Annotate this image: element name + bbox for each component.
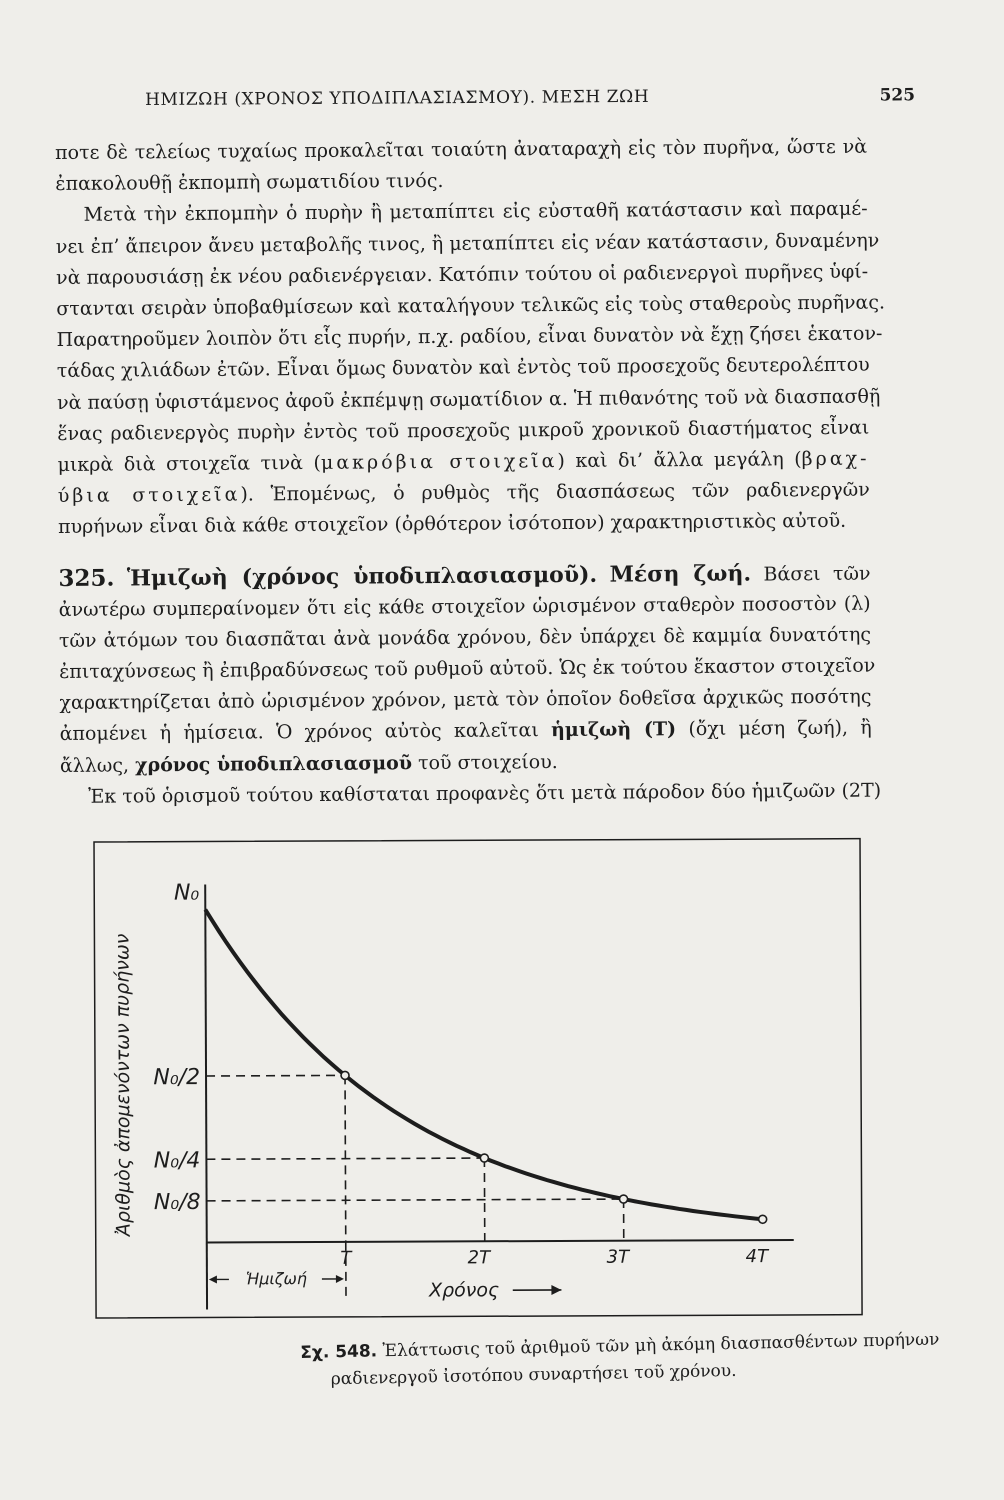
caption-text: Ἐλάττωσις τοῦ ἀριθμοῦ τῶν μὴ ἀκόμη διασπασθέντων πυρήνων: [382, 1329, 940, 1362]
text-run: ). Ἑπομένως, ὁ ρυθμὸς τῆς διασπάσεως τῶν ραδιενεργῶν: [240, 478, 870, 506]
half-life-annotation: Ἡμιζωή: [245, 1269, 308, 1289]
y-axis-label: Ἀριθμὸς ἀπομενόντων πυρήνων: [111, 933, 135, 1237]
x-axis: [207, 1240, 794, 1243]
section-title: Ἡμιζωὴ (χρόνος ὑποδιπλασιασμοῦ).: [126, 562, 598, 592]
x-tick-label: 2T: [467, 1247, 491, 1269]
text-line: Μετὰ τὴν ἐκπομπὴν ὁ πυρὴν ἢ μεταπίπτει εἰς εὐσταθῆ κατάστασιν καὶ παραμέ-: [83, 197, 868, 227]
text-line: στανται σειρὰν ὑποβαθμίσεων καὶ καταλήγουν τελικῶς εἰς τοὺς σταθεροὺς πυρῆνας.: [56, 291, 886, 320]
spaced-term: βραχ-: [801, 447, 870, 471]
text-line: Ἐκ τοῦ ὁρισμοῦ τούτου καθίσταται προφανὲς ὅτι μετὰ πάροδον δύο ἡμιζωῶν (2T): [88, 779, 882, 808]
page-number: 525: [879, 85, 916, 106]
text-line: ἕνας ραδιενεργὸς πυρὴν ἐντὸς τοῦ προσεχοῦς μικροῦ χρονικοῦ διαστήματος εἶναι: [57, 416, 870, 445]
term-halving-time: χρόνος ὑποδιπλασιασμοῦ: [134, 751, 413, 776]
y-tick-label: N₀/8: [153, 1189, 201, 1216]
text-run: Βάσει τῶν: [763, 563, 871, 586]
text-line: Παρατηροῦμεν λοιπὸν ὅτι εἷς πυρήν, π.χ. ραδίου, εἶναι δυνατὸν νὰ ἔχῃ ζήσει ἑκατον-: [56, 322, 883, 352]
running-head: [145, 85, 915, 116]
text-line: ἐπιταχύνσεως ἢ ἐπιβραδύνσεως τοῦ ρυθμοῦ αὐτοῦ. Ὡς ἐκ τούτου ἕκαστον στοιχεῖον: [59, 654, 876, 683]
text-run: (ὄχι μέση ζωή), ἢ: [688, 716, 872, 741]
data-point: [759, 1215, 767, 1223]
text-line: τῶν ἀτόμων του διασπᾶται ἀνὰ μονάδα χρόνου, δὲν ὑπάρχει δὲ καμμία δυνατότης: [58, 623, 872, 652]
text-line: ἀνωτέρω συμπεραίνομεν ὅτι εἰς κάθε στοιχεῖον ὡρισμένον σταθερὸν ποσοστὸν (λ): [58, 592, 871, 621]
body-text: [55, 132, 886, 813]
text-run: μικρὰ διὰ στοιχεῖα τινὰ (: [57, 451, 322, 476]
term-half-life: ἡμιζωὴ (T): [550, 718, 677, 742]
horizontal-guide: [207, 1199, 624, 1201]
interval-arrowhead-left: [209, 1275, 217, 1283]
decay-figure: [92, 837, 864, 1320]
text-line: πυρήνων εἶναι διὰ κάθε στοιχεῖον (ὀρθότερον ἰσότοπον) χαρακτηριστικὸς αὐτοῦ.: [57, 510, 847, 539]
text-line: νει ἐπ’ ἄπειρον ἄνευ μεταβολῆς τινος, ἢ μεταπίπτει εἰς νέαν κατάστασιν, δυναμένην: [55, 229, 880, 258]
y-tick-label: N₀/4: [153, 1148, 201, 1174]
text-line: ἐπακολουθῇ ἐκπομπὴ σωματιδίου τινός.: [55, 170, 444, 196]
text-run: τοῦ στοιχείου.: [417, 750, 558, 774]
y-axis: [205, 885, 207, 1310]
section-title-2: Μέση ζωή.: [609, 560, 752, 589]
text-line: [60, 713, 872, 751]
spaced-term: ύβια στοιχεῖα: [57, 483, 241, 508]
x-axis-arrowhead: [551, 1285, 561, 1295]
y-tick-label: N₀: [173, 880, 200, 906]
y-tick-label: N₀/2: [153, 1065, 201, 1091]
text-line: νὰ παύσῃ ὑφιστάμενος ἀφοῦ ἐκπέμψῃ σωματίδιον α. Ἡ πιθανότης τοῦ νὰ διασπασθῇ: [56, 385, 881, 414]
running-title: ΗΜΙΖΩΗ (ΧΡΟΝΟΣ ΥΠΟΔΙΠΛΑΣΙΑΣΜΟΥ). ΜΕΣΗ ΖΩΗ: [145, 86, 650, 110]
horizontal-guide: [206, 1158, 484, 1159]
data-point: [341, 1071, 349, 1079]
text-run: ) καὶ δι’ ἄλλα μεγάλη (: [557, 448, 802, 472]
text-line: τάδας χιλιάδων ἐτῶν. Εἶναι ὅμως δυνατὸν καὶ ἐντὸς τοῦ προσεχοῦς δευτερολέπτου: [56, 353, 870, 383]
figure-caption: [300, 1328, 940, 1394]
figure-number: Σχ. 548.: [300, 1341, 378, 1363]
text-line: χαρακτηρίζεται ἀπὸ ὡρισμένον χρόνον, μετὰ τὸν ὁποῖον δοθεῖσα ἀρχικῶς ποσότης: [59, 685, 872, 715]
section-number: 325.: [58, 564, 115, 593]
interval-arrowhead-right: [336, 1275, 344, 1283]
horizontal-guide: [206, 1075, 345, 1076]
spaced-term: μακρόβια στοιχεῖα: [320, 449, 558, 474]
decay-chart: [92, 837, 864, 1320]
text-run: ἄλλως,: [59, 754, 130, 777]
x-tick-label: T: [340, 1247, 352, 1269]
x-axis-label: Χρόνος: [429, 1279, 500, 1302]
x-tick-label: 3T: [606, 1246, 630, 1268]
data-point: [480, 1154, 488, 1162]
text-line: ποτε δὲ τελείως τυχαίως προκαλεῖται τοιαύτη ἀναταραχὴ εἰς τὸν πυρῆνα, ὥστε νὰ: [55, 135, 868, 164]
x-tick-label: 4T: [745, 1246, 769, 1268]
data-point: [620, 1195, 628, 1203]
caption-line: ραδιενεργοῦ ἰσοτόπου συναρτήσει τοῦ χρόνου.: [330, 1360, 737, 1390]
text-line: νὰ παρουσιάσῃ ἐκ νέου ραδιενέργειαν. Κατόπιν τούτου οἱ ραδιενεργοὶ πυρῆνες ὑφί-: [56, 260, 869, 289]
text-run: ἀπομένει ἡ ἡμίσεια. Ὁ χρόνος αὐτὸς καλεῖται: [59, 719, 539, 746]
